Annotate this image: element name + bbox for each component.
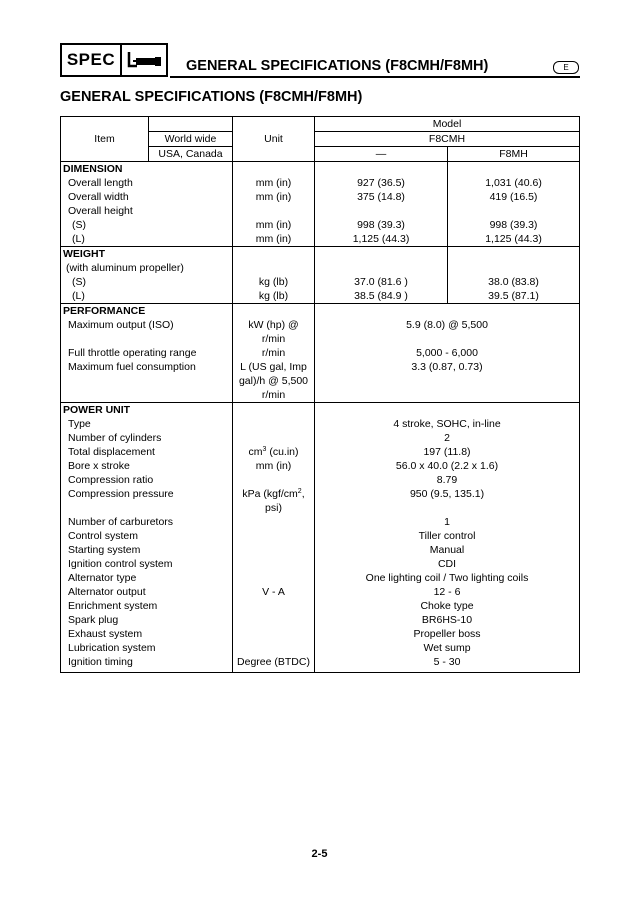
table-row: Alternator type One lighting coil / Two lighting coils <box>61 571 580 585</box>
table-row: (L) mm (in) 1,125 (44.3) 1,125 (44.3) <box>61 232 580 247</box>
spec-table <box>60 116 580 673</box>
table-row: Compression ratio 8.79 <box>61 473 580 487</box>
section-power-unit: POWER UNIT <box>61 403 233 418</box>
table-row: Number of carburetors 1 <box>61 515 580 529</box>
table-row: Number of cylinders 2 <box>61 431 580 445</box>
table-row: (with aluminum propeller) <box>61 261 580 275</box>
header-col-left: — <box>315 147 448 162</box>
table-row <box>61 403 580 418</box>
table-row: (S) kg (lb) 37.0 (81.6 ) 38.0 (83.8) <box>61 275 580 289</box>
table-row: (S) mm (in) 998 (39.3) 998 (39.3) <box>61 218 580 232</box>
table-row: Total displacement $cm^3$ (cu.in) 197 (11.8) <box>61 445 580 459</box>
header-item: Item <box>61 117 149 162</box>
table-row <box>61 247 580 262</box>
spec-badge <box>60 43 168 77</box>
table-row: Type 4 stroke, SOHC, in-line <box>61 417 580 431</box>
table-row: Alternator output V - A 12 - 6 <box>61 585 580 599</box>
table-row: Overall length mm (in) 927 (36.5) 1,031 (40.6) <box>61 176 580 190</box>
header-divider <box>170 76 580 78</box>
table-row: Ignition timing Degree (BTDC) 5 - 30 <box>61 655 580 673</box>
table-row <box>61 162 580 177</box>
header-usa-canada: USA, Canada <box>149 147 233 162</box>
table-row: Exhaust system Propeller boss <box>61 627 580 641</box>
page-header-title: GENERAL SPECIFICATIONS (F8CMH/F8MH) <box>186 58 489 74</box>
table-row: Compression pressure kPa ($kgf/cm^2$, psi) 950 (9.5, 135.1) <box>61 487 580 515</box>
spec-label: SPEC <box>62 45 122 75</box>
table-row: Full throttle operating range r/min 5,000 - 6,000 <box>61 346 580 360</box>
header-model: Model <box>315 117 580 132</box>
micrometer-icon <box>122 45 166 75</box>
section-dimension: DIMENSION <box>61 162 233 177</box>
section-title: GENERAL SPECIFICATIONS (F8CMH/F8MH) <box>60 89 363 105</box>
table-row: Lubrication system Wet sump <box>61 641 580 655</box>
table-row: Ignition control system CDI <box>61 557 580 571</box>
table-row: (L) kg (lb) 38.5 (84.9 ) 39.5 (87.1) <box>61 289 580 304</box>
table-row: Maximum fuel consumption L (US gal, Imp gal)/h @ 5,500 r/min 3.3 (0.87, 0.73) <box>61 360 580 403</box>
header-row-model <box>61 117 580 132</box>
header-model-name: F8CMH <box>315 132 580 147</box>
table-row: Overall height <box>61 204 580 218</box>
header-col-right: F8MH <box>448 147 580 162</box>
page-number: 2-5 <box>311 848 328 860</box>
table-row: Spark plug BR6HS-10 <box>61 613 580 627</box>
language-badge: E <box>553 61 579 74</box>
table-row: Bore x stroke mm (in) 56.0 x 40.0 (2.2 x 1.6) <box>61 459 580 473</box>
table-row <box>61 304 580 319</box>
table-row: Control system Tiller control <box>61 529 580 543</box>
header-world-wide: World wide <box>149 132 233 147</box>
table-row: Starting system Manual <box>61 543 580 557</box>
section-performance: PERFORMANCE <box>61 304 233 319</box>
section-weight: WEIGHT <box>61 247 233 262</box>
table-row: Overall width mm (in) 375 (14.8) 419 (16.5) <box>61 190 580 204</box>
table-row: Maximum output (ISO) kW (hp) @ r/min 5.9 (8.0) @ 5,500 <box>61 318 580 346</box>
header-unit: Unit <box>233 117 315 162</box>
table-row: Enrichment system Choke type <box>61 599 580 613</box>
